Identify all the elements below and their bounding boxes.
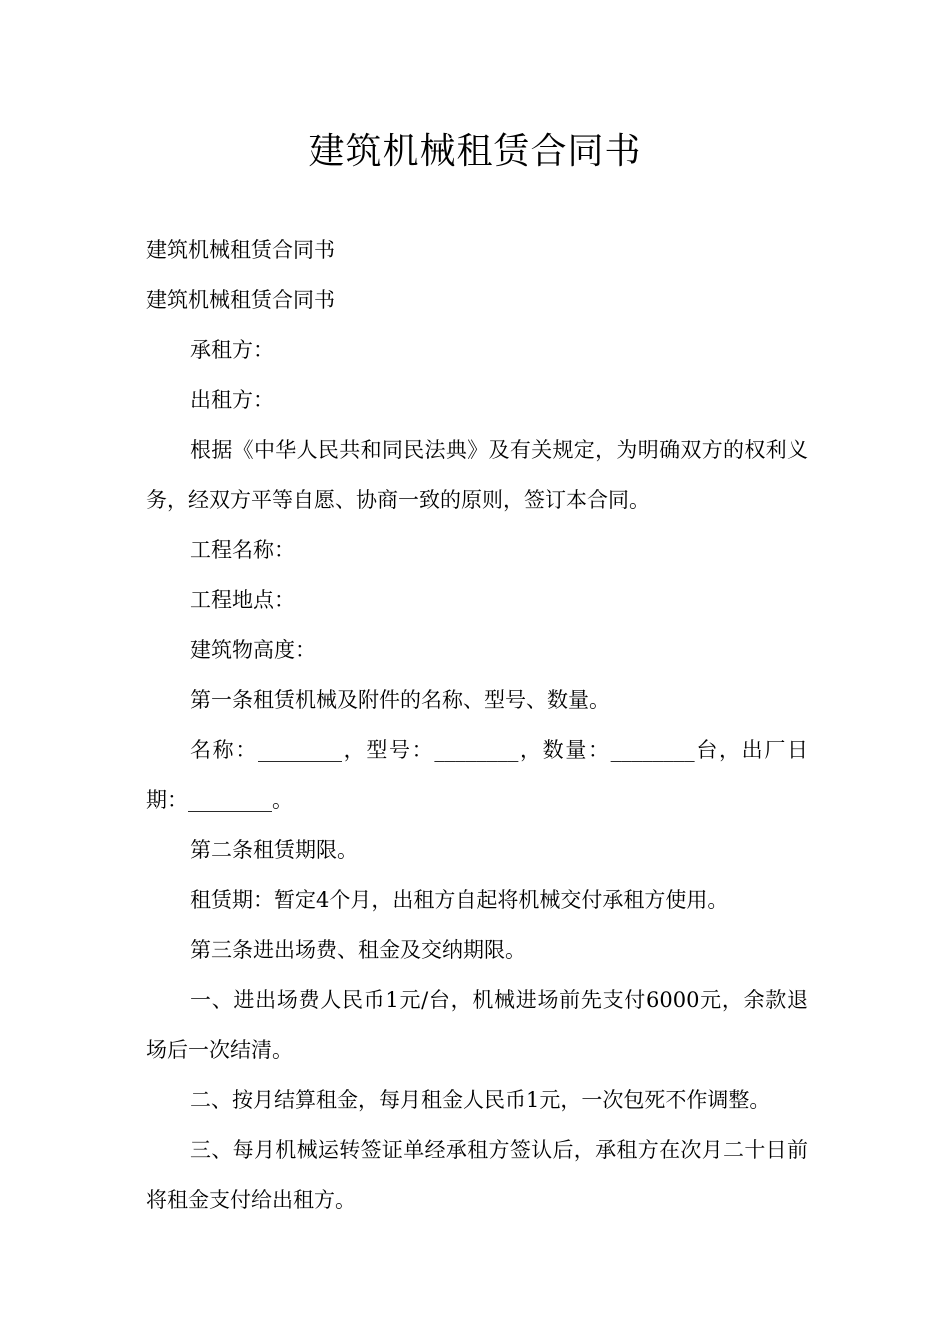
paragraph-heading-1: 建筑机械租赁合同书 (146, 238, 335, 262)
paragraph-lease-term: 租赁期：暂定4个月，出租方自起将机械交付承租方使用。 (190, 888, 729, 912)
paragraph-clause-1: 一、进出场费人民币1元/台，机械进场前先支付6000元，余款退场后一次结清。 (146, 988, 808, 1062)
paragraph-clause-3: 三、每月机械运转签证单经承租方签认后，承租方在次月二十日前将租金支付给出租方。 (146, 1138, 808, 1212)
paragraph-article-2: 第二条租赁期限。 (190, 838, 358, 862)
paragraph-article-3: 第三条进出场费、租金及交纳期限。 (190, 938, 526, 962)
paragraph-project-name: 工程名称： (190, 538, 295, 562)
paragraph-building-height: 建筑物高度： (190, 638, 316, 662)
paragraph-preamble: 根据《中华人民共和同民法典》及有关规定，为明确双方的权利义务，经双方平等自愿、协商一致的原则，签订本合同。 (146, 438, 808, 512)
paragraph-heading-2: 建筑机械租赁合同书 (146, 288, 335, 312)
paragraph-lessee: 承租方： (190, 338, 274, 362)
paragraph-lessor: 出租方： (190, 388, 274, 412)
paragraph-clause-2: 二、按月结算租金，每月租金人民币1元，一次包死不作调整。 (190, 1088, 771, 1112)
paragraph-machine-details: 名称：________，型号：________，数量：________台，出厂日期：________。 (146, 738, 808, 812)
paragraph-article-1: 第一条租赁机械及附件的名称、型号、数量。 (190, 688, 610, 712)
document-title: 建筑机械租赁合同书 (308, 131, 642, 172)
paragraph-project-location: 工程地点： (190, 588, 295, 612)
